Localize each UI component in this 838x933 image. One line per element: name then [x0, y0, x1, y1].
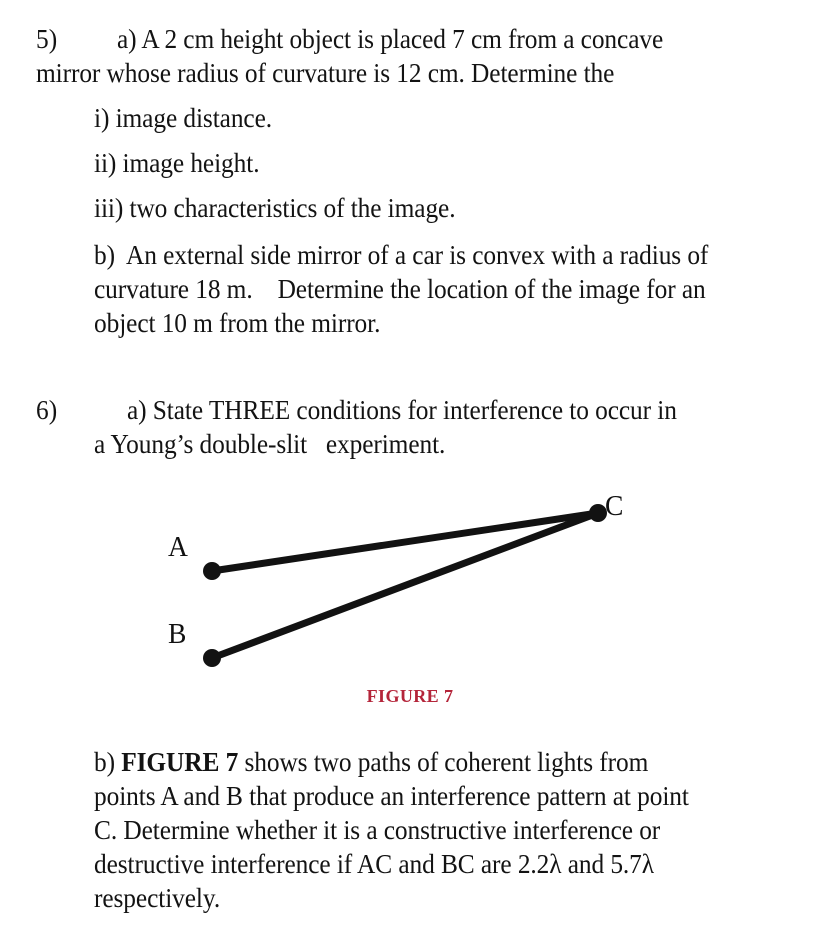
question-6-part-b [94, 745, 714, 915]
point-b-label: B [168, 618, 187, 650]
point-a-label: A [168, 531, 188, 563]
question-5-part-b: b) An external side mirror of a car is convex with a radius of curvature 18 m. Determine the location of the image for an object 10 m from the mirror. [94, 240, 715, 338]
question-5-subitem-iii: iii) two characteristics of the image. [94, 193, 456, 223]
question-5-part-a-line2: mirror whose radius of curvature is 12 cm. Determine the [36, 58, 615, 88]
question-6-part-a-line1: a) State THREE conditions for interference to occur in [127, 395, 677, 425]
question-6-part-b-figure-reference: FIGURE 7 [121, 747, 239, 777]
question-6-number: 6) [36, 395, 58, 425]
figure-7 [150, 478, 670, 718]
point-b-dot [203, 649, 221, 667]
light-path-bc [212, 513, 598, 658]
point-c-label: C [605, 490, 624, 522]
question-6-part-a-line2: a Young’s double-slit experiment. [94, 429, 446, 459]
question-5-number: 5) [36, 24, 58, 54]
question-6-part-b-prefix: b) [94, 747, 122, 777]
question-6-part-b-body: shows two paths of coherent lights from points A and B that produce an interference pattern at point C. Determine whether it is a constructive interference or destructive interference if AC and BC are 2.2λ and 5.7λ respectively. [94, 747, 696, 913]
question-5-part-a-line1: a) A 2 cm height object is placed 7 cm from a concave [117, 24, 664, 54]
question-5-subitem-ii: ii) image height. [94, 148, 260, 178]
light-path-ac [212, 513, 598, 571]
figure-7-caption: FIGURE 7 [366, 686, 454, 706]
point-a-dot [203, 562, 221, 580]
figure-7-diagram [150, 478, 670, 683]
question-5-subitem-i: i) image distance. [94, 103, 273, 133]
